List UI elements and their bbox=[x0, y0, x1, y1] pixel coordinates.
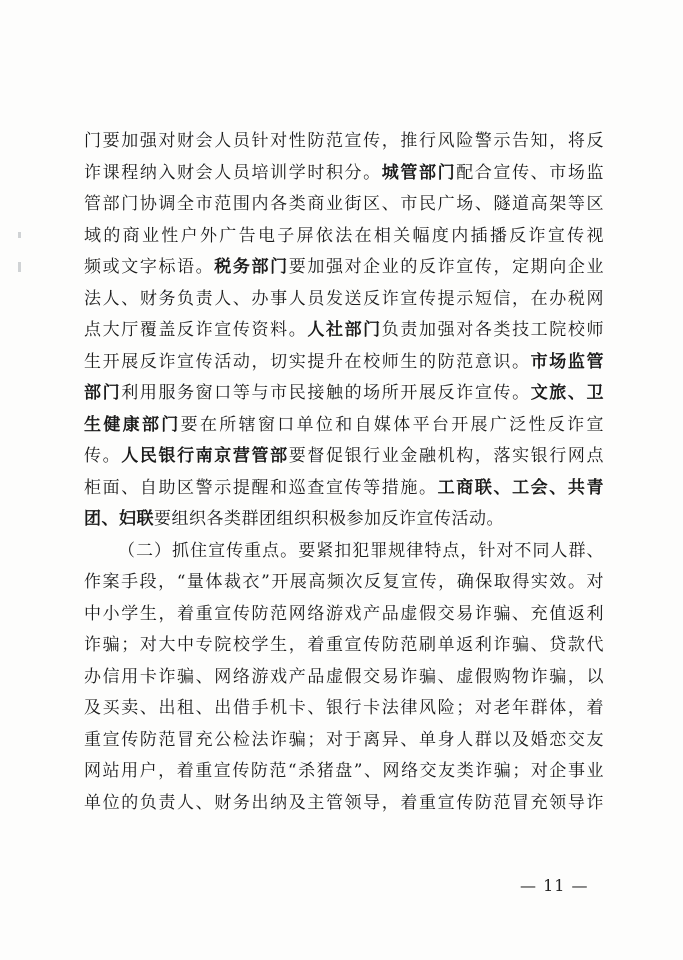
text-line bbox=[84, 693, 604, 725]
text-run: 要督促银行业金融机构，落实银行网点 bbox=[288, 446, 605, 466]
text-run: 柜面、自助区警示提醒和巡查宣传等措施。 bbox=[84, 477, 438, 498]
text-line bbox=[84, 725, 604, 757]
bold-department-name: 市场监管 bbox=[530, 351, 605, 372]
text-run: 重宣传防范冒充公检法诈骗；对于离异、单身人群以及婚恋交友 bbox=[84, 729, 604, 750]
text-run: 诈课程纳入财会人员培训学时积分。 bbox=[84, 162, 382, 183]
text-run: 诈骗；对大中专院校学生，着重宣传防范刷单返利诈骗、贷款代 bbox=[84, 635, 604, 655]
text-run: 门要加强对财会人员针对性防范宣传，推行风险警示告知，将反 bbox=[84, 131, 604, 151]
text-run: 要组织各类群团组织积极参加反诈宣传活动。 bbox=[154, 509, 504, 529]
text-run: 要在所辖窗口单位和自媒体平台开展广泛性反诈宣 bbox=[180, 414, 605, 435]
text-run: 中小学生，着重宣传防范网络游戏产品虚假交易诈骗、充值返利 bbox=[84, 603, 604, 624]
text-run: 配合宣传、市场监 bbox=[456, 162, 605, 183]
text-run: 管部门协调全市范围内各类商业街区、市民广场、隧道高架等区 bbox=[84, 194, 604, 214]
text-run: 单位的负责人、财务出纳及主管领导，着重宣传防范冒充领导诈 bbox=[84, 792, 604, 813]
text-run: 频或文字标语。 bbox=[84, 257, 215, 277]
text-run: 负责加强对各类技工院校师 bbox=[381, 320, 605, 340]
text-line bbox=[84, 630, 604, 662]
text-line bbox=[84, 284, 604, 316]
text-line bbox=[84, 315, 604, 347]
text-run: 生开展反诈宣传活动，切实提升在校师生的防范意识。 bbox=[84, 351, 531, 372]
text-line bbox=[84, 756, 604, 788]
text-line bbox=[84, 378, 604, 410]
scan-margin-mark bbox=[18, 232, 21, 238]
bold-department-name: 人民银行南京营管部 bbox=[121, 446, 289, 466]
text-line bbox=[84, 347, 604, 379]
text-run: 点大厅覆盖反诈宣传资料。 bbox=[84, 320, 308, 340]
bold-department-name: 团、妇联 bbox=[84, 509, 154, 529]
text-line bbox=[84, 662, 604, 694]
text-line bbox=[84, 410, 604, 442]
page-number: — 11 — bbox=[520, 876, 589, 895]
bold-department-name: 人社部门 bbox=[307, 320, 382, 340]
text-run: 域的商业性户外广告电子屏依法在相关幅度内插播反诈宣传视 bbox=[84, 225, 604, 246]
bold-department-name: 生健康部门 bbox=[84, 414, 181, 435]
text-line bbox=[84, 189, 604, 221]
bold-department-name: 工商联、工会、共青 bbox=[437, 477, 605, 498]
body-text bbox=[84, 126, 604, 819]
text-line bbox=[84, 504, 604, 536]
bold-department-name: 部门 bbox=[84, 383, 122, 403]
text-line bbox=[84, 252, 604, 284]
bold-department-name: 城管部门 bbox=[381, 162, 457, 183]
text-run: 网站用户，着重宣传防范“杀猪盘”、网络交友类诈骗；对企事业 bbox=[84, 761, 604, 781]
bold-department-name: 税务部门 bbox=[214, 257, 289, 277]
scan-margin-mark bbox=[18, 262, 21, 272]
text-line bbox=[84, 473, 604, 505]
text-run: 办信用卡诈骗、网络游戏产品虚假交易诈骗、虚假购物诈骗，以 bbox=[84, 666, 604, 687]
text-line bbox=[84, 158, 604, 190]
text-run: 法人、财务负责人、办事人员发送反诈宣传提示短信，在办税网 bbox=[84, 288, 604, 309]
text-run: 传。 bbox=[84, 446, 122, 466]
text-run: 利用服务窗口等与市民接触的场所开展反诈宣传。 bbox=[121, 383, 531, 403]
bold-department-name: 文旅、卫 bbox=[530, 383, 605, 403]
text-run: 作案手段，“量体裁衣”开展高频次反复宣传，确保取得实效。对 bbox=[84, 572, 604, 592]
text-line bbox=[84, 441, 604, 473]
text-line bbox=[84, 221, 604, 253]
text-run: 及买卖、出租、出借手机卡、银行卡法律风险；对老年群体，着 bbox=[84, 698, 604, 718]
text-line bbox=[84, 788, 604, 820]
text-line bbox=[84, 126, 604, 158]
text-line bbox=[84, 536, 604, 568]
text-run: 要加强对企业的反诈宣传，定期向企业 bbox=[288, 257, 605, 277]
text-line bbox=[84, 599, 604, 631]
text-run: （二）抓住宣传重点。要紧扣犯罪规律特点，针对不同人群、 bbox=[118, 540, 604, 561]
text-line bbox=[84, 567, 604, 599]
